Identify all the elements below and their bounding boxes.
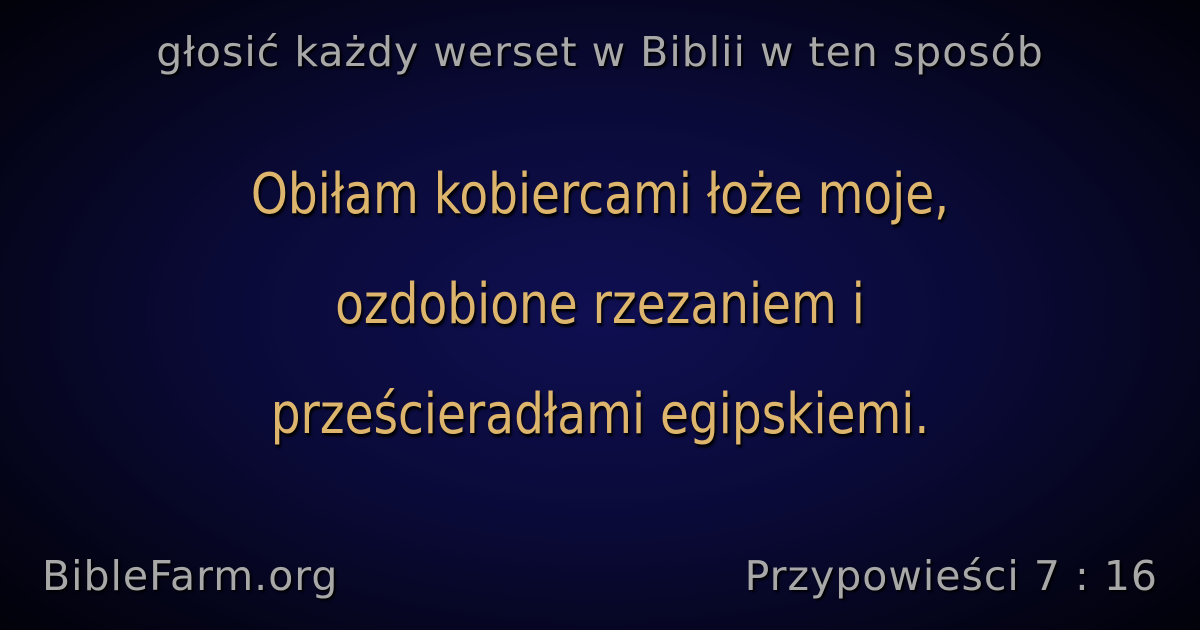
- tagline: głosić każdy werset w Biblii w ten sposób: [156, 28, 1044, 76]
- verse-line: ozdobione rzezaniem i: [335, 272, 865, 337]
- verse-text: [146, 140, 1053, 470]
- verse-line: prześcieradłami egipskiemi.: [270, 382, 930, 447]
- site-name: BibleFarm.org: [42, 552, 339, 600]
- verse-reference: Przypowieści 7 : 16: [744, 552, 1158, 600]
- verse-line: Obiłam kobiercami łoże moje,: [250, 162, 950, 227]
